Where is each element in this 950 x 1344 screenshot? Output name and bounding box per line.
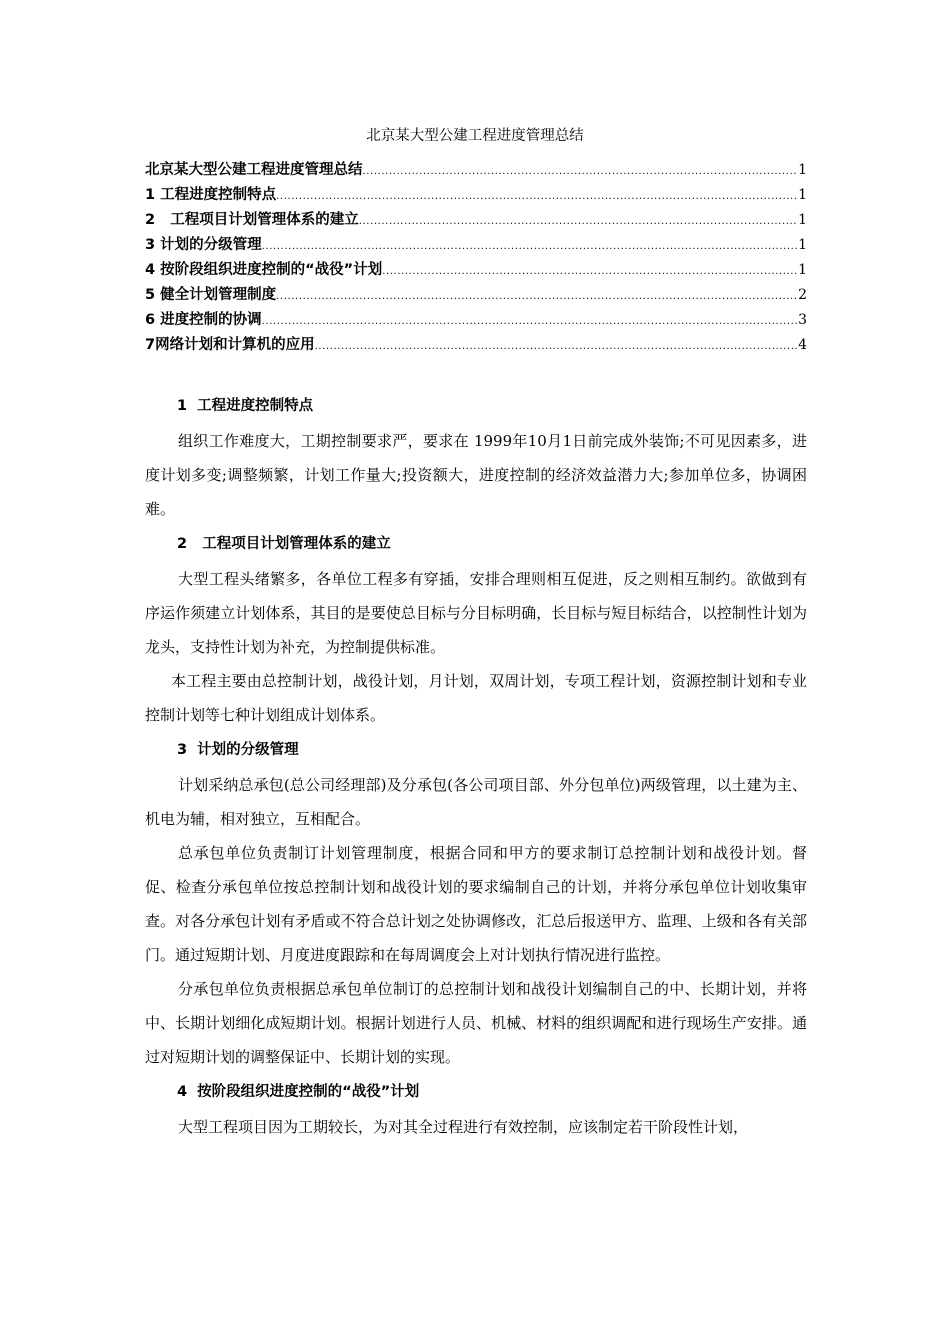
body-paragraph: 本工程主要由总控制计划，战役计划，月计划，双周计划，专项工程计划，资源控制计划和专业控制计划等七种计划组成计划体系。 [145,672,807,724]
section-heading: 3 计划的分级管理 [177,742,299,758]
toc-leader [276,287,797,307]
toc-entry-page: 4 [798,337,807,353]
toc-entry-page: 1 [798,212,807,228]
document-title: 北京某大型公建工程进度管理总结 [366,128,584,144]
toc-entry[interactable] [145,160,807,185]
toc-entry[interactable] [145,285,807,310]
toc-entry-label: 2 工程项目计划管理体系的建立 [145,212,359,228]
toc-entry-page: 3 [798,312,807,328]
toc-entry-page: 1 [798,237,807,253]
toc-entry-page: 1 [798,187,807,203]
body-paragraph: 分承包单位负责根据总承包单位制订的总控制计划和战役计划编制自己的中、长期计划，并将中、长期计划细化成短期计划。根据计划进行人员、机械、材料的组织调配和进行现场生产安排。通过对短期计划的调整保证中、长期计划的实现。 [145,980,807,1066]
toc-leader [315,337,797,357]
toc-leader [262,312,797,332]
toc-entry-page: 2 [798,287,807,303]
toc-leader [382,262,797,282]
section-heading: 1 工程进度控制特点 [177,398,314,414]
body-paragraph: 计划采纳总承包(总公司经理部)及分承包(各公司项目部、外分包单位)两级管理，以土建为主、机电为辅，相对独立，互相配合。 [145,776,807,828]
toc-leader [276,187,797,207]
toc-entry-label: 4 按阶段组织进度控制的“战役”计划 [145,262,383,278]
toc-entry-label: 3 计划的分级管理 [145,237,262,253]
toc-entry-label: 7网络计划和计算机的应用 [145,337,315,353]
toc-entry[interactable] [145,185,807,210]
toc-leader [359,212,797,232]
toc-entry[interactable] [145,210,807,235]
body-paragraph: 总承包单位负责制订计划管理制度，根据合同和甲方的要求制订总控制计划和战役计划。督促、检查分承包单位按总控制计划和战役计划的要求编制自己的计划，并将分承包单位计划收集审查。对各分承包计划有矛盾或不符合总计划之处协调修改，汇总后报送甲方、监理、上级和各有关部门。通过短期计划、月度进度跟踪和在每周调度会上对计划执行情况进行监控。 [145,844,807,964]
toc-entry-label: 北京某大型公建工程进度管理总结 [145,162,363,178]
toc-leader [363,162,798,182]
toc-entry-label: 6 进度控制的协调 [145,312,262,328]
toc-entry-page: 1 [798,262,807,278]
table-of-contents [145,160,807,360]
toc-entry[interactable] [145,310,807,335]
toc-entry-label: 5 健全计划管理制度 [145,287,277,303]
toc-entry[interactable] [145,235,807,260]
section-heading: 2 工程项目计划管理体系的建立 [177,536,391,552]
toc-entry-page: 1 [798,162,807,178]
document-body [145,388,807,1144]
body-paragraph: 组织工作难度大，工期控制要求严，要求在 1999年10月1日前完成外装饰;不可见因素多，进度计划多变;调整频繁，计划工作量大;投资额大，进度控制的经济效益潜力大;参加单位多，协调困难。 [145,432,807,518]
toc-entry-label: 1 工程进度控制特点 [145,187,277,203]
toc-entry[interactable] [145,335,807,360]
section-heading: 4 按阶段组织进度控制的“战役”计划 [177,1084,420,1100]
body-paragraph: 大型工程头绪繁多，各单位工程多有穿插，安排合理则相互促进，反之则相互制约。欲做到有序运作须建立计划体系，其目的是要使总目标与分目标明确，长目标与短目标结合，以控制性计划为龙头，支持性计划为补充，为控制提供标准。 [145,570,807,656]
body-paragraph: 大型工程项目因为工期较长，为对其全过程进行有效控制，应该制定若干阶段性计划， [178,1118,749,1136]
toc-entry[interactable] [145,260,807,285]
toc-leader [262,237,797,257]
